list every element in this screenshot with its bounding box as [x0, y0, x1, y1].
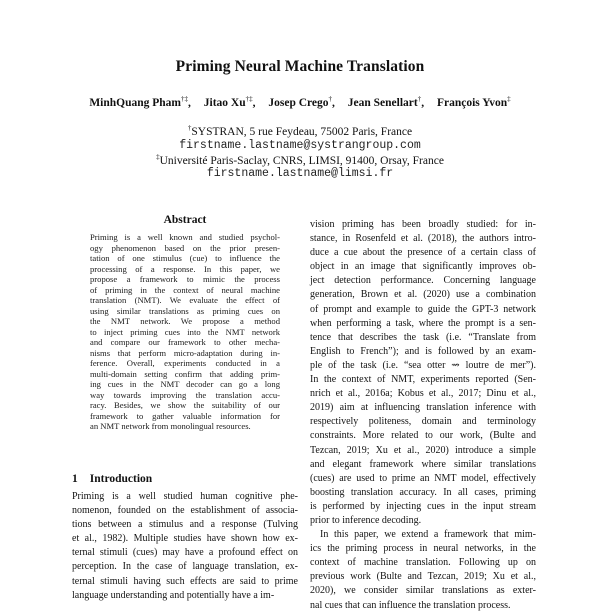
text-line: tions between a stimulus and a response (Tulving	[72, 519, 298, 531]
text-line: Tezcan, 2019; Xu et al., 2020) introduce a simple	[310, 444, 536, 456]
text-line: stance, in Rosenfeld et al. (2018), the authors intro-	[310, 233, 536, 245]
author-name: Jean Senellart	[347, 96, 418, 109]
text-line: vision priming has been broadly studied: for in-	[310, 219, 536, 230]
text-line: language understanding and potentially have a im-	[72, 589, 275, 601]
author-affiliation-mark: †	[417, 95, 422, 103]
text-line: ternal stimuli (cues) may have a profound effect on	[72, 547, 298, 559]
text-line: English to French”); and is followed by an exam-	[310, 345, 536, 357]
text-line: of priming in the context of neural machine	[90, 284, 280, 295]
author-name: François Yvon	[436, 96, 508, 109]
affiliation-text: SYSTRAN, 5 rue Feydeau, 75002 Paris, France	[191, 125, 413, 138]
affiliation-limsi	[0, 153, 600, 167]
author: Josep Crego†,	[268, 95, 335, 109]
text-line: generation, Brown et al. (2020) use a combination	[310, 289, 536, 301]
text-line: and elegant framework where similar translations	[310, 458, 536, 470]
text-line: framework to gather valuable information for	[90, 410, 280, 421]
text-line: In the context of NMT, experiments reported (Sen-	[310, 374, 536, 386]
author-list	[0, 95, 600, 109]
author-affiliation-mark: †‡	[245, 95, 253, 103]
intro-left-column	[72, 490, 298, 603]
affiliation-systran	[0, 124, 600, 138]
text-line: multi-domain setting confirm that adding prim-	[90, 368, 280, 379]
text-line: (cues) are used to prime an NMT model, effectively	[310, 472, 536, 484]
text-line: 2020), we consider similar translations as exter-	[310, 585, 536, 597]
text-line: boosting translation accuracy. In all cases, priming	[310, 486, 536, 498]
abstract-heading: Abstract	[163, 214, 207, 226]
section-heading-introduction	[72, 473, 152, 485]
text-line: et al., 1982). Multiple studies have shown how ex-	[72, 533, 298, 545]
text-line: constraints. More related to our work, (Bulte and	[310, 430, 536, 442]
text-line: ing cues in the NMT decoder can go a long	[90, 379, 280, 389]
author-name: Josep Crego	[268, 96, 329, 109]
text-line: nrich et al., 2016a; Kobus et al., 2017; Dinu et al.,	[310, 388, 536, 400]
text-line: object in an image that significantly improves ob-	[310, 261, 536, 273]
text-line: prior to inference decoding.	[310, 514, 422, 526]
text-line: context of machine translation. Following up on	[310, 557, 536, 569]
author: Jean Senellart†,	[347, 95, 425, 109]
text-line: In this paper, we extend a framework that mim-	[320, 529, 536, 541]
text-line: previous work (Bulte and Tezcan, 2019; Xu et al.,	[310, 571, 536, 583]
author: MinhQuang Pham†‡,	[89, 95, 191, 109]
text-line: nisms that perform micro-adaptation during in-	[90, 347, 280, 358]
text-line: perception. In the case of language translation, ex-	[72, 561, 298, 573]
intro-right-column	[310, 218, 536, 613]
text-line: ject detection performance. Concerning language	[310, 275, 536, 287]
email-systran: firstname.lastname@systrangroup.com	[179, 139, 421, 152]
author: Jitao Xu†‡,	[203, 95, 256, 109]
text-line: respectively politeness, domain and terminology	[310, 416, 536, 428]
text-line: propose a framework to mimic the process	[90, 274, 280, 284]
text-line: the NMT network. We propose a method	[90, 316, 280, 326]
text-line: Priming is a well known and studied psychol-	[90, 232, 280, 242]
email-limsi: firstname.lastname@limsi.fr	[206, 167, 394, 180]
text-line: processing of a response. In this paper, we	[90, 263, 280, 274]
author-affiliation-mark: †	[328, 95, 333, 103]
text-line: translation (NMT). We evaluate the effect of	[90, 295, 280, 305]
text-line: to inject priming cues into the NMT network	[90, 326, 280, 337]
text-line: tence that describes the task (i.e. “Translate from	[310, 331, 536, 343]
text-line: when performing a task, where the prompt is a sen-	[310, 317, 536, 329]
text-line: ogy phenomenon based on the prior presen-	[90, 242, 280, 253]
text-line: 2019) aim at influencing translation inference with	[310, 402, 536, 414]
text-line: ference. Overall, experiments conducted in a	[90, 358, 280, 368]
paper-title: Priming Neural Machine Translation	[175, 58, 425, 75]
text-line: duce a cue about the presence of a certain class of	[310, 247, 536, 259]
abstract-text	[90, 232, 280, 432]
text-line: using similar translations as priming cues on	[90, 305, 280, 316]
affiliation-text: Université Paris-Saclay, CNRS, LIMSI, 91400, Orsay, France	[159, 154, 444, 167]
author-affiliation-mark: †‡	[181, 95, 189, 103]
text-line: Priming is a well studied human cognitive phe-	[72, 491, 298, 502]
text-line: way towards improving the translation accu-	[90, 389, 280, 400]
affiliation-mark: ‡	[156, 153, 160, 161]
text-line: is performed by injecting cues in the input stream	[310, 500, 536, 512]
section-title: Introduction	[89, 473, 153, 485]
text-line: of prompt and example to guide the GPT-3 network	[310, 303, 536, 315]
section-number: 1	[72, 473, 78, 485]
text-line: tation of one stimulus (cue) to influence the	[90, 253, 280, 263]
affiliation-mark: †	[187, 124, 192, 132]
author-name: MinhQuang Pham	[89, 96, 182, 109]
text-line: ple of the task (i.e. “sea otter ⇝ loutre de mer”).	[310, 359, 536, 371]
text-line: ternal stimuli having such effects are said to prime	[72, 575, 298, 587]
author-name: Jitao Xu	[203, 96, 246, 109]
text-line: nal cues that can influence the translation process.	[310, 599, 511, 611]
text-line: nomenon, founded on the establishment of associa-	[72, 505, 298, 517]
text-line: an NMT network from monolingual resources.	[90, 421, 251, 431]
text-line: racy. Besides, we show the suitability of our	[90, 400, 280, 410]
author-affiliation-mark: ‡	[507, 95, 511, 103]
text-line: ics the priming process in neural networks, in the	[310, 543, 536, 555]
author	[437, 97, 511, 109]
text-line: and compare our framework to other mecha-	[90, 337, 280, 347]
